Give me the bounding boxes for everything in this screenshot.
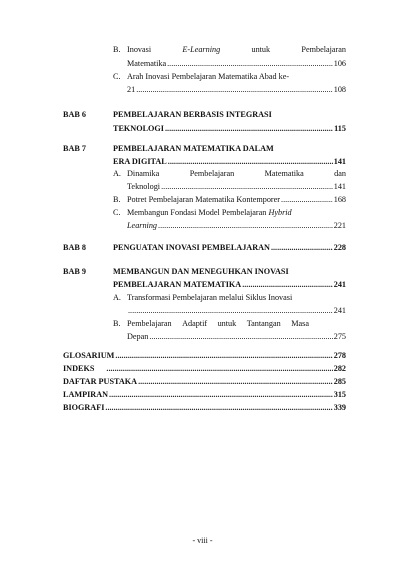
entry-title: Dinamika Pembelajaran Matematika dan (127, 169, 346, 178)
toc-entry-daftar-pustaka[interactable]: DAFTAR PUSTAKA ..... 285 (63, 376, 346, 387)
entry-label: B. (113, 45, 121, 54)
toc-entry[interactable]: Learning ..... 221 (127, 220, 346, 231)
chapter-title: MEMBANGUN DAN MENEGUHKAN INOVASI (113, 267, 289, 276)
toc-entry[interactable]: PEMBELAJARAN MATEMATIKA ..... 241 (113, 279, 346, 290)
toc-entry[interactable]: 21 ..... 108 (127, 84, 346, 95)
entry-label: A. (113, 169, 121, 178)
toc-entry-lampiran[interactable]: LAMPIRAN ..... 315 (63, 389, 346, 400)
chapter-title: PEMBELAJARAN MATEMATIKA DALAM (113, 144, 274, 153)
toc-entry-biografi[interactable]: BIOGRAFI ..... 339 (63, 402, 346, 413)
entry-label: C. (113, 208, 121, 217)
toc-entry[interactable]: Potret Pembelajaran Matematika Kontemporer ..... 168 (127, 194, 346, 205)
chapter-number: BAB 7 (63, 144, 86, 153)
toc-entry-glosarium[interactable]: GLOSARIUM ..... 278 (63, 350, 346, 361)
page-number: - viii - (192, 536, 213, 545)
toc-entry[interactable]: ERA DIGITAL ..... 141 (113, 156, 346, 167)
entry-label: C. (113, 72, 121, 81)
toc-entry[interactable]: ..... 241 (127, 305, 346, 316)
toc-entry[interactable]: PENGUATAN INOVASI PEMBELAJARAN ..... 228 (113, 242, 346, 253)
entry-label: B. (113, 195, 121, 204)
entry-label: B. (113, 319, 121, 328)
toc-entry[interactable]: Teknologi ..... 141 (127, 181, 346, 192)
entry-title: Membangun Fondasi Model Pembelajaran Hybrid (127, 208, 292, 217)
entry-title: Inovasi E-Learning untuk Pembelajaran (127, 45, 346, 54)
toc-entry[interactable]: Matematika ..... 106 (127, 58, 346, 69)
toc-entry[interactable]: Depan ..... 275 (127, 331, 346, 342)
entry-label: A. (113, 293, 121, 302)
toc-entry[interactable]: TEKNOLOGI ..... 115 (113, 123, 346, 134)
chapter-number: BAB 6 (63, 110, 86, 119)
chapter-number: BAB 9 (63, 267, 86, 276)
entry-title: Arah Inovasi Pembelajaran Matematika Abad ke- (127, 72, 290, 81)
chapter-number: BAB 8 (63, 243, 86, 252)
toc-entry-indeks[interactable]: INDEKS ..... 282 (63, 363, 346, 374)
chapter-title: PEMBELAJARAN BERBASIS INTEGRASI (113, 110, 272, 119)
entry-title: Transformasi Pembelajaran melalui Siklus Inovasi (127, 293, 293, 302)
entry-title: Pembelajaran Adaptif untuk Tantangan Masa (127, 319, 309, 328)
